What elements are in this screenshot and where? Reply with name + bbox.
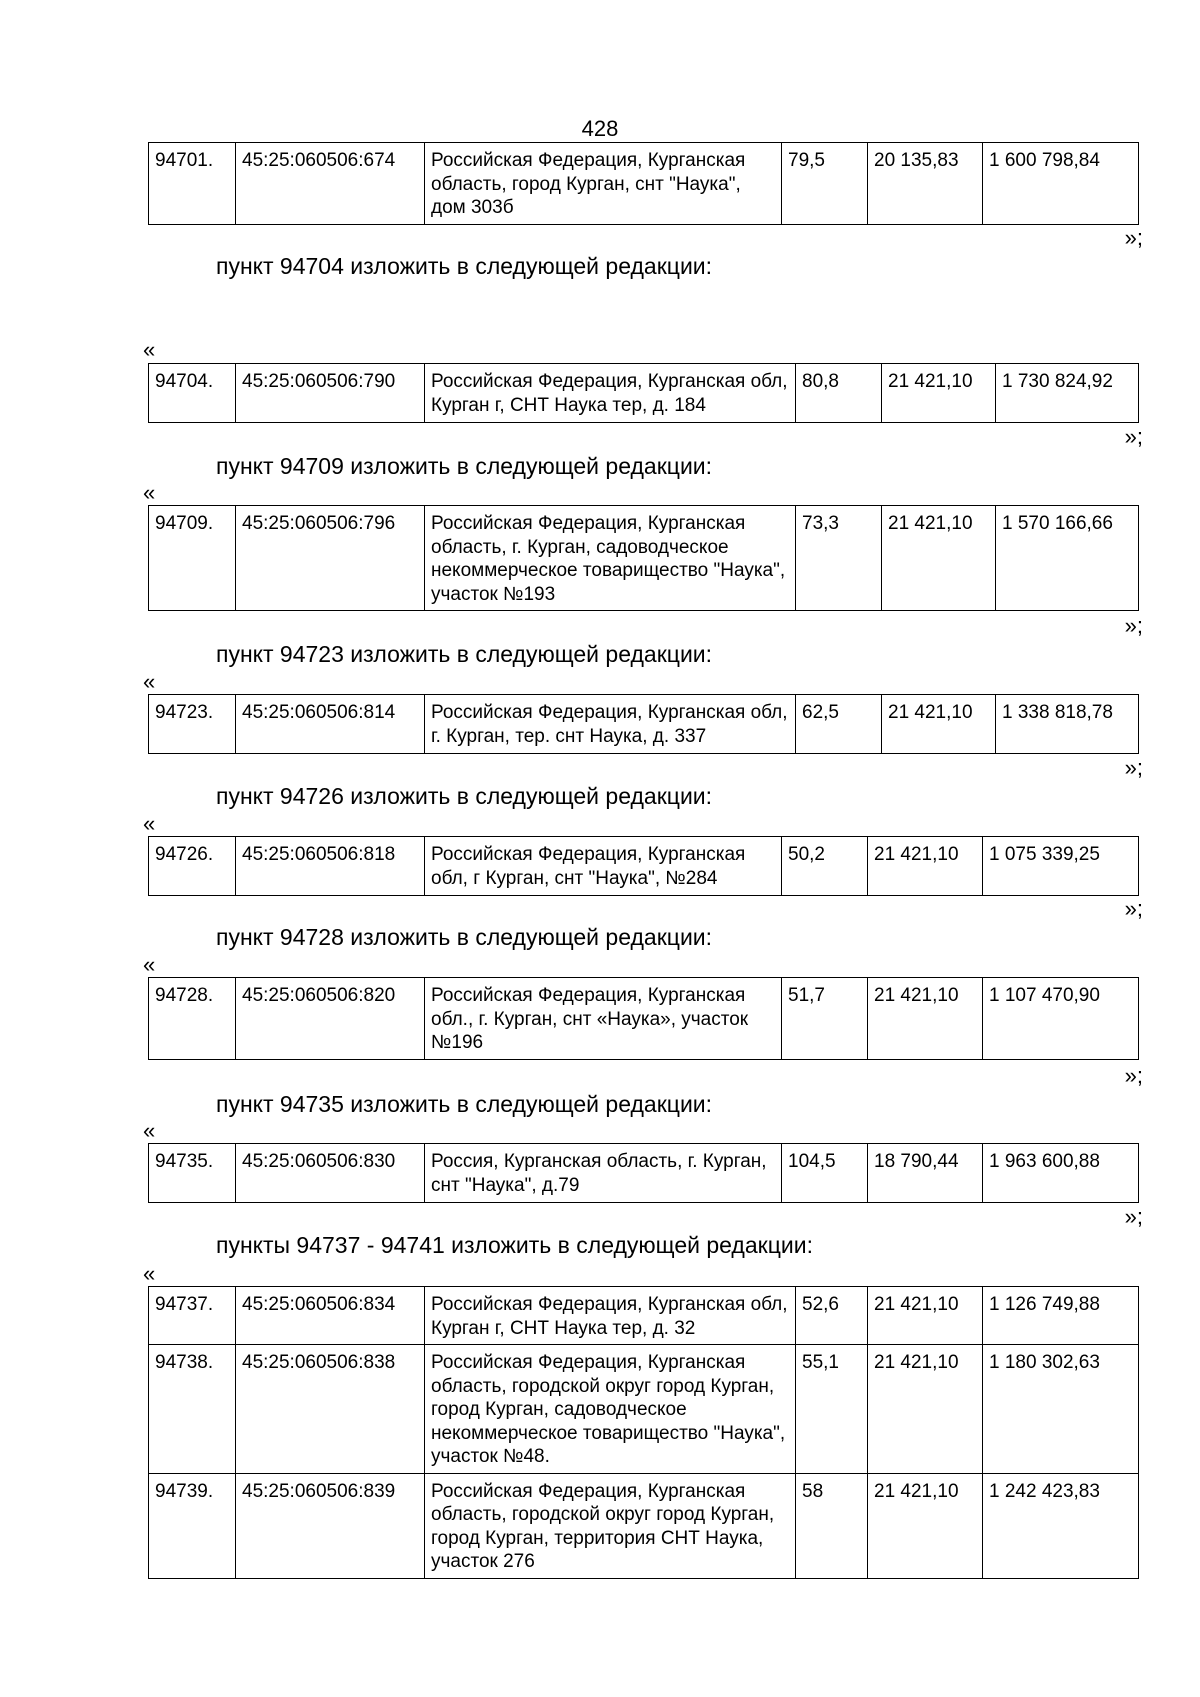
cadastral-value: 1 242 423,83: [983, 1473, 1139, 1578]
section-heading: пункт 94735 изложить в следующей редакции:: [216, 1091, 713, 1117]
table-row: [149, 506, 1139, 611]
close-quote: »;: [1124, 755, 1143, 780]
area: 79,5: [782, 143, 868, 225]
cadastral-number: 45:25:060506:818: [236, 837, 425, 896]
cadastral-number: 45:25:060506:838: [236, 1345, 425, 1474]
open-quote: «: [143, 1261, 156, 1286]
area: 73,3: [796, 506, 882, 611]
rate: 21 421,10: [868, 837, 983, 896]
page-number: 428: [581, 116, 619, 141]
rate: 21 421,10: [868, 1287, 983, 1345]
rate: 18 790,44: [868, 1144, 983, 1203]
cadastral-number: 45:25:060506:839: [236, 1473, 425, 1578]
cadastral-value: 1 107 470,90: [983, 978, 1139, 1060]
item-number: 94723.: [149, 695, 236, 754]
cadastral-number: 45:25:060506:830: [236, 1144, 425, 1203]
item-number: 94735.: [149, 1144, 236, 1203]
cadastral-number: 45:25:060506:814: [236, 695, 425, 754]
table-row: [149, 1144, 1139, 1203]
record-table: [148, 142, 1139, 225]
cadastral-value: 1 570 166,66: [996, 506, 1139, 611]
cadastral-value: 1 180 302,63: [983, 1345, 1139, 1474]
area: 80,8: [796, 364, 882, 423]
close-quote: »;: [1124, 896, 1143, 921]
area: 51,7: [782, 978, 868, 1060]
table-row: [149, 143, 1139, 225]
area: 50,2: [782, 837, 868, 896]
address: Российская Федерация, Курганская обл., г. Курган, снт «Наука», участок №196: [425, 978, 782, 1060]
item-number: 94701.: [149, 143, 236, 225]
area: 52,6: [796, 1287, 868, 1345]
section-heading: пункт 94726 изложить в следующей редакции:: [216, 783, 713, 809]
address: Российская Федерация, Курганская обл, Курган г, СНТ Наука тер, д. 184: [425, 364, 796, 423]
area: 58: [796, 1473, 868, 1578]
address: Российская Федерация, Курганская обл, г Курган, снт "Наука", №284: [425, 837, 782, 896]
address: Российская Федерация, Курганская обл, Курган г, СНТ Наука тер, д. 32: [425, 1287, 796, 1345]
table-row: [149, 695, 1139, 754]
record-table: [148, 694, 1139, 754]
rate: 21 421,10: [882, 506, 996, 611]
table-row: [149, 1345, 1139, 1474]
cadastral-value: 1 338 818,78: [996, 695, 1139, 754]
rate: 21 421,10: [882, 364, 996, 423]
section-heading: пункт 94728 изложить в следующей редакции:: [216, 924, 713, 950]
cadastral-value: 1 075 339,25: [983, 837, 1139, 896]
close-quote: »;: [1124, 1063, 1143, 1088]
close-quote: »;: [1124, 613, 1143, 638]
section-heading: пункт 94723 изложить в следующей редакции:: [216, 641, 713, 667]
address: Российская Федерация, Курганская область, г. Курган, садоводческое некоммерческое товарищество "Наука", участок №193: [425, 506, 796, 611]
section-heading: пункт 94709 изложить в следующей редакции:: [216, 453, 713, 479]
open-quote: «: [143, 480, 156, 505]
address: Российская Федерация, Курганская область, город Курган, снт "Наука", дом 303б: [425, 143, 782, 225]
cadastral-value: 1 730 824,92: [996, 364, 1139, 423]
item-number: 94709.: [149, 506, 236, 611]
record-table: [148, 1286, 1139, 1579]
item-number: 94739.: [149, 1473, 236, 1578]
cadastral-number: 45:25:060506:796: [236, 506, 425, 611]
open-quote: «: [143, 811, 156, 836]
cadastral-number: 45:25:060506:834: [236, 1287, 425, 1345]
open-quote: «: [143, 337, 156, 362]
item-number: 94738.: [149, 1345, 236, 1474]
table-row: [149, 364, 1139, 423]
item-number: 94726.: [149, 837, 236, 896]
open-quote: «: [143, 952, 156, 977]
table-row: [149, 978, 1139, 1060]
area: 62,5: [796, 695, 882, 754]
rate: 21 421,10: [868, 1473, 983, 1578]
address: Российская Федерация, Курганская область, городской округ город Курган, город Курган, садоводческое некоммерческое товарищество "Наука", участок №48.: [425, 1345, 796, 1474]
cadastral-value: 1 600 798,84: [983, 143, 1139, 225]
section-heading: пункты 94737 - 94741 изложить в следующей редакции:: [216, 1232, 813, 1258]
record-table: [148, 363, 1139, 423]
record-table: [148, 836, 1139, 896]
item-number: 94737.: [149, 1287, 236, 1345]
close-quote: »;: [1124, 225, 1143, 250]
cadastral-value: 1 963 600,88: [983, 1144, 1139, 1203]
address: Россия, Курганская область, г. Курган, снт "Наука", д.79: [425, 1144, 782, 1203]
table-row: [149, 1473, 1139, 1578]
cadastral-number: 45:25:060506:790: [236, 364, 425, 423]
item-number: 94704.: [149, 364, 236, 423]
table-row: [149, 837, 1139, 896]
rate: 21 421,10: [882, 695, 996, 754]
close-quote: »;: [1124, 1204, 1143, 1229]
open-quote: «: [143, 1118, 156, 1143]
section-heading: пункт 94704 изложить в следующей редакции:: [216, 253, 713, 279]
rate: 20 135,83: [868, 143, 983, 225]
record-table: [148, 505, 1139, 611]
area: 55,1: [796, 1345, 868, 1474]
cadastral-number: 45:25:060506:674: [236, 143, 425, 225]
cadastral-number: 45:25:060506:820: [236, 978, 425, 1060]
rate: 21 421,10: [868, 1345, 983, 1474]
item-number: 94728.: [149, 978, 236, 1060]
cadastral-value: 1 126 749,88: [983, 1287, 1139, 1345]
address: Российская Федерация, Курганская обл, г. Курган, тер. снт Наука, д. 337: [425, 695, 796, 754]
close-quote: »;: [1124, 424, 1143, 449]
record-table: [148, 1143, 1139, 1203]
address: Российская Федерация, Курганская область, городской округ город Курган, город Курган, территория СНТ Наука, участок 276: [425, 1473, 796, 1578]
record-table: [148, 977, 1139, 1060]
open-quote: «: [143, 669, 156, 694]
table-row: [149, 1287, 1139, 1345]
rate: 21 421,10: [868, 978, 983, 1060]
area: 104,5: [782, 1144, 868, 1203]
